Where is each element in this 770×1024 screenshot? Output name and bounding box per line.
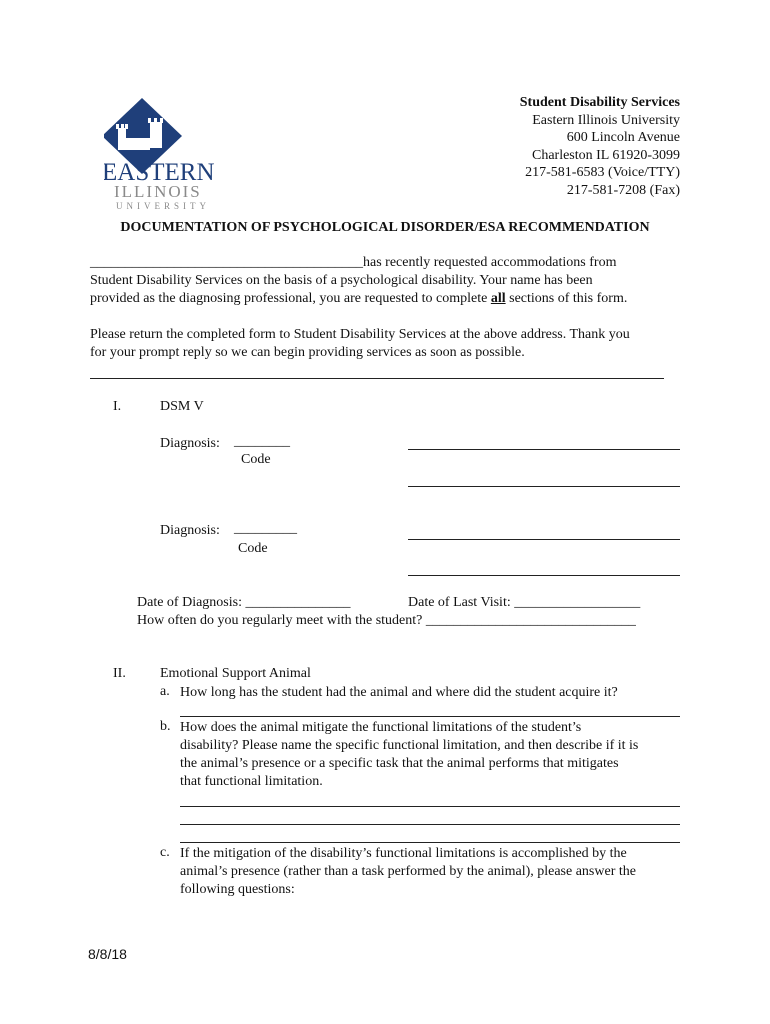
street-address: 600 Lincoln Avenue [566, 130, 680, 146]
return-note [90, 326, 690, 362]
date-of-diagnosis-row [137, 595, 350, 611]
diagnosis2-description-line1[interactable] [408, 539, 680, 540]
return-note-line2: for your prompt reply so we can begin providing services as soon as possible. [90, 345, 525, 360]
question-c-line1: If the mitigation of the disability’s functional limitations is accomplished by the [180, 846, 627, 861]
question-c-line2: animal’s presence (rather than a task performed by the animal), please answer the [180, 864, 636, 879]
university-name: Eastern Illinois University [532, 112, 680, 128]
intro-line3a: provided as the diagnosing professional, you are requested to complete [90, 291, 491, 306]
how-often-blank[interactable]: ______________________________ [425, 613, 636, 628]
question-b-line4: that functional limitation. [180, 774, 323, 789]
section2-heading: Emotional Support Animal [160, 666, 311, 681]
castle-diamond-icon [104, 96, 224, 214]
section1-heading: DSM V [160, 399, 204, 414]
question-a-letter: a. [160, 684, 170, 699]
office-name: Student Disability Services [519, 95, 680, 110]
intro-line3-bold: all [490, 291, 506, 306]
address-block [520, 94, 680, 200]
question-c-letter: c. [160, 845, 170, 860]
diagnosis2-code-label: Code [238, 541, 268, 556]
question-b-line3: the animal’s presence or a specific task that the animal performs that mitigates [180, 756, 619, 771]
date-of-diagnosis-label: Date of Diagnosis: [137, 595, 242, 610]
question-b-line2: disability? Please name the specific functional limitation, and then describe if it is [180, 738, 639, 753]
logo-text-illinois: ILLINOIS [114, 182, 202, 201]
diagnosis1-description-line1[interactable] [408, 449, 680, 450]
date-of-diagnosis-blank[interactable]: _______________ [245, 595, 351, 610]
answer-b-line1[interactable] [180, 806, 680, 807]
city-address: Charleston IL 61920-3099 [531, 147, 680, 163]
phone-fax: 217-581-7208 (Fax) [566, 182, 680, 198]
intro-line1: has recently requested accommodations from [363, 255, 617, 270]
how-often-row [137, 613, 636, 629]
student-name-blank[interactable]: _______________________________________ [90, 255, 363, 270]
logo-text-university: UNIVERSITY [116, 201, 210, 211]
intro-line3b: sections of this form. [505, 291, 628, 306]
logo-text-eastern: EASTERN [104, 159, 215, 186]
university-logo [104, 96, 224, 214]
diagnosis1-description-line2[interactable] [408, 486, 680, 487]
section2-numeral: II. [113, 666, 126, 681]
question-c-line3: following questions: [180, 882, 295, 897]
date-last-visit-label: Date of Last Visit: [408, 595, 511, 610]
question-b-line1: How does the animal mitigate the functional limitations of the student’s [180, 720, 582, 735]
diagnosis1-code-label: Code [241, 452, 271, 467]
diagnosis1-label: Diagnosis: [160, 436, 220, 451]
intro-line2: Student Disability Services on the basis of a psychological disability. Your name has been [90, 273, 593, 288]
question-c-text [180, 845, 700, 899]
diagnosis1-code-blank[interactable]: ________ [234, 434, 290, 449]
question-b-text [180, 719, 700, 791]
diagnosis2-label: Diagnosis: [160, 523, 220, 538]
section1-numeral: I. [113, 399, 122, 414]
answer-b-line3[interactable] [180, 842, 680, 843]
date-last-visit-row [408, 595, 640, 611]
question-b-letter: b. [160, 719, 171, 734]
answer-b-line2[interactable] [180, 824, 680, 825]
return-note-line1: Please return the completed form to Student Disability Services at the above address. Thank you [90, 327, 630, 342]
question-a-text: How long has the student had the animal and where did the student acquire it? [180, 685, 618, 700]
footer-date: 8/8/18 [88, 946, 127, 962]
diagnosis2-code-blank[interactable]: _________ [234, 521, 297, 536]
separator-line [90, 378, 664, 379]
intro-paragraph [90, 254, 690, 308]
document-title: DOCUMENTATION OF PSYCHOLOGICAL DISORDER/ESA RECOMMENDATION [120, 220, 650, 235]
how-often-label: How often do you regularly meet with the student? [137, 613, 423, 628]
phone-voice: 217-581-6583 (Voice/TTY) [525, 165, 680, 181]
diagnosis2-description-line2[interactable] [408, 575, 680, 576]
date-last-visit-blank[interactable]: __________________ [514, 595, 641, 610]
answer-a-line[interactable] [180, 716, 680, 717]
